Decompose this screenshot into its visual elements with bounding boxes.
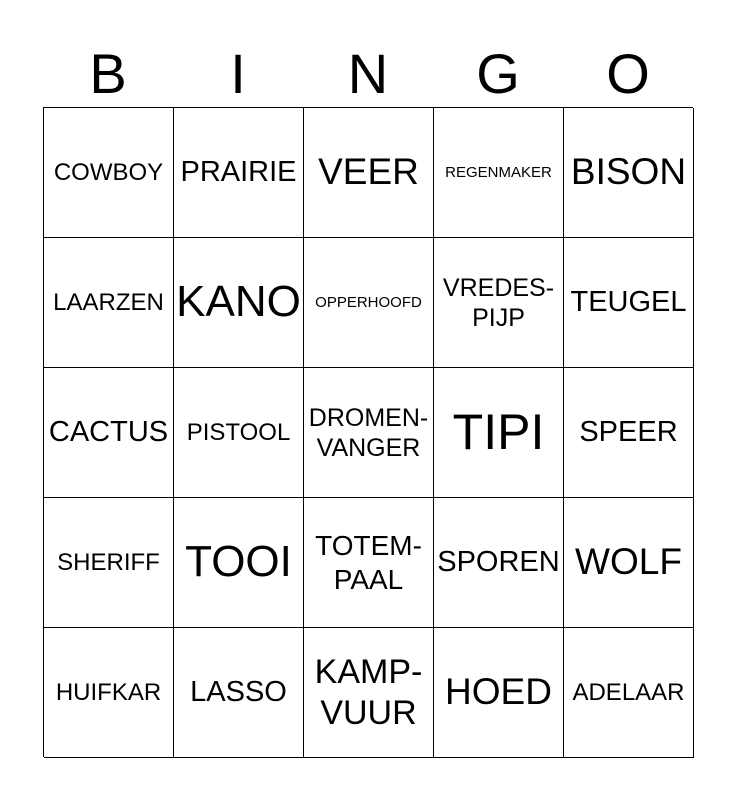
bingo-cell: SPEER (564, 368, 694, 498)
bingo-cell: SPOREN (434, 498, 564, 628)
bingo-cell: KANO (174, 238, 304, 368)
bingo-cell: VREDES- PIJP (434, 238, 564, 368)
bingo-cell: HOED (434, 628, 564, 758)
bingo-cell: PISTOOL (174, 368, 304, 498)
bingo-cell: TOOI (174, 498, 304, 628)
header-letter-o: O (606, 42, 650, 105)
bingo-grid (43, 107, 693, 757)
bingo-cell: BISON (564, 108, 694, 238)
bingo-cell: PRAIRIE (174, 108, 304, 238)
bingo-cell: HUIFKAR (44, 628, 174, 758)
bingo-cell: OPPERHOOFD (304, 238, 434, 368)
bingo-cell: REGENMAKER (434, 108, 564, 238)
header-letter-i: I (230, 42, 246, 105)
bingo-cell: TOTEM- PAAL (304, 498, 434, 628)
bingo-cell: COWBOY (44, 108, 174, 238)
bingo-cell: TIPI (434, 368, 564, 498)
bingo-cell: WOLF (564, 498, 694, 628)
header-letter-n: N (347, 42, 389, 105)
bingo-cell: DROMEN- VANGER (304, 368, 434, 498)
bingo-cell: LAARZEN (44, 238, 174, 368)
header-letter-b: B (89, 42, 127, 105)
bingo-cell: VEER (304, 108, 434, 238)
bingo-cell: TEUGEL (564, 238, 694, 368)
bingo-header (43, 40, 693, 108)
bingo-cell: SHERIFF (44, 498, 174, 628)
bingo-cell: CACTUS (44, 368, 174, 498)
bingo-cell: KAMP- VUUR (304, 628, 434, 758)
bingo-cell: LASSO (174, 628, 304, 758)
header-letter-g: G (476, 42, 520, 105)
bingo-cell: ADELAAR (564, 628, 694, 758)
